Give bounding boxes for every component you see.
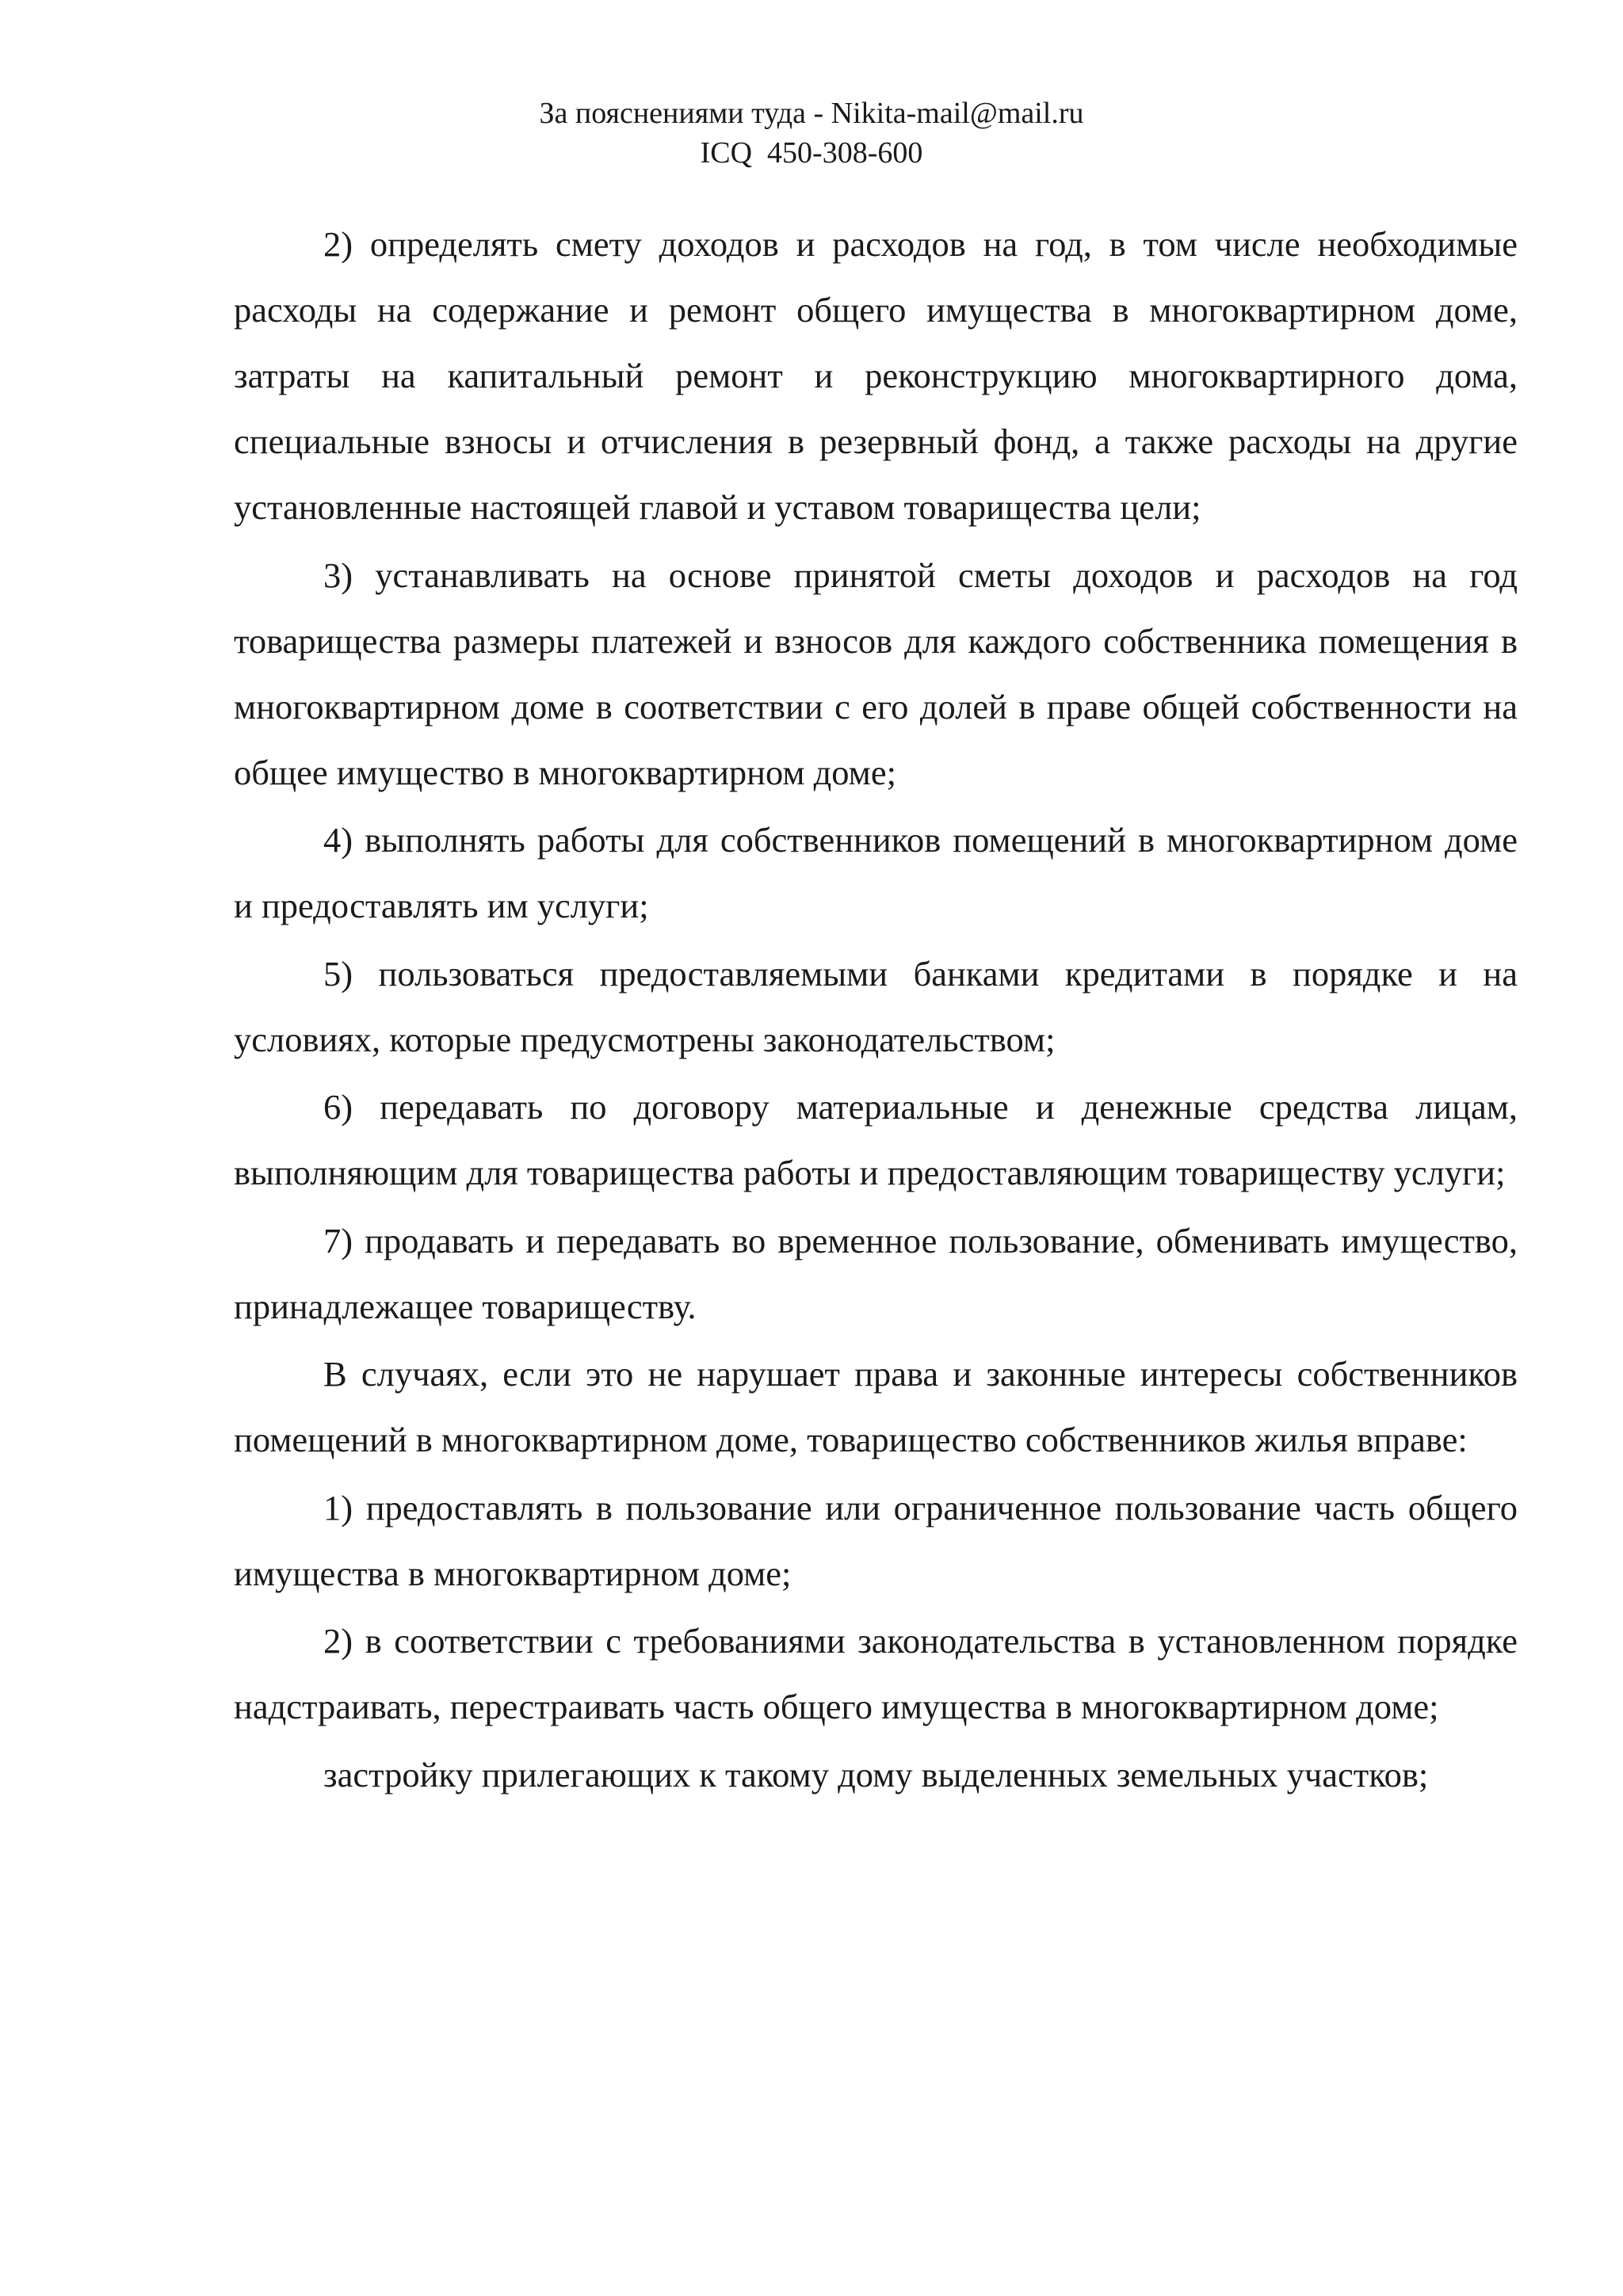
paragraph-right-2: 2) в соответствии с требованиями законодательства в установленном порядке надстраивать, перестраивать часть общего имущества в многоквартирном доме; — [234, 1621, 1518, 1726]
document-body — [234, 212, 1518, 1810]
contact-email-line: За пояснениями туда - Nikita-mail@mail.ru — [539, 97, 1084, 130]
paragraph-item-4: 4) выполнять работы для собственников помещений в многоквартирном доме и предоставлять им услуги; — [234, 820, 1518, 925]
paragraph-item-6: 6) передавать по договору материальные и денежные средства лицам, выполняющим для товарищества работы и предоставляющим товариществу услуги; — [234, 1087, 1518, 1192]
paragraph-item-2: 2) определять смету доходов и расходов на год, в том числе необходимые расходы на содержание и ремонт общего имущества в многоквартирном доме, затраты на капитальный ремонт и реконструкцию многоквартирного дома, специальные взносы и отчисления в резервный фонд, а также расходы на другие установленные настоящей главой и уставом товарищества цели; — [234, 224, 1518, 527]
paragraph-item-5: 5) пользоваться предоставляемыми банками кредитами в порядке и на условиях, которые предусмотрены законодательством; — [234, 953, 1518, 1059]
paragraph-item-3: 3) устанавливать на основе принятой сметы доходов и расходов на год товарищества размеры платежей и взносов для каждого собственника помещения в многоквартирном доме в соответствии с его долей в праве общей собственности на общее имущество в многоквартирном доме; — [234, 555, 1518, 792]
paragraph-right-1: 1) предоставлять в пользование или ограниченное пользование часть общего имущества в многоквартирном доме; — [234, 1487, 1518, 1593]
page-header — [0, 93, 1623, 173]
paragraph-rights-intro: В случаях, если это не нарушает права и законные интересы собственников помещений в многоквартирном доме, товарищество собственников жилья вправе: — [234, 1354, 1518, 1459]
paragraph-item-7: 7) продавать и передавать во временное пользование, обменивать имущество, принадлежащее товариществу. — [234, 1220, 1518, 1326]
paragraph-land-plots: застройку прилегающих к такому дому выделенных земельных участков; — [323, 1754, 1429, 1794]
contact-icq-line: ICQ 450-308-600 — [700, 136, 923, 170]
